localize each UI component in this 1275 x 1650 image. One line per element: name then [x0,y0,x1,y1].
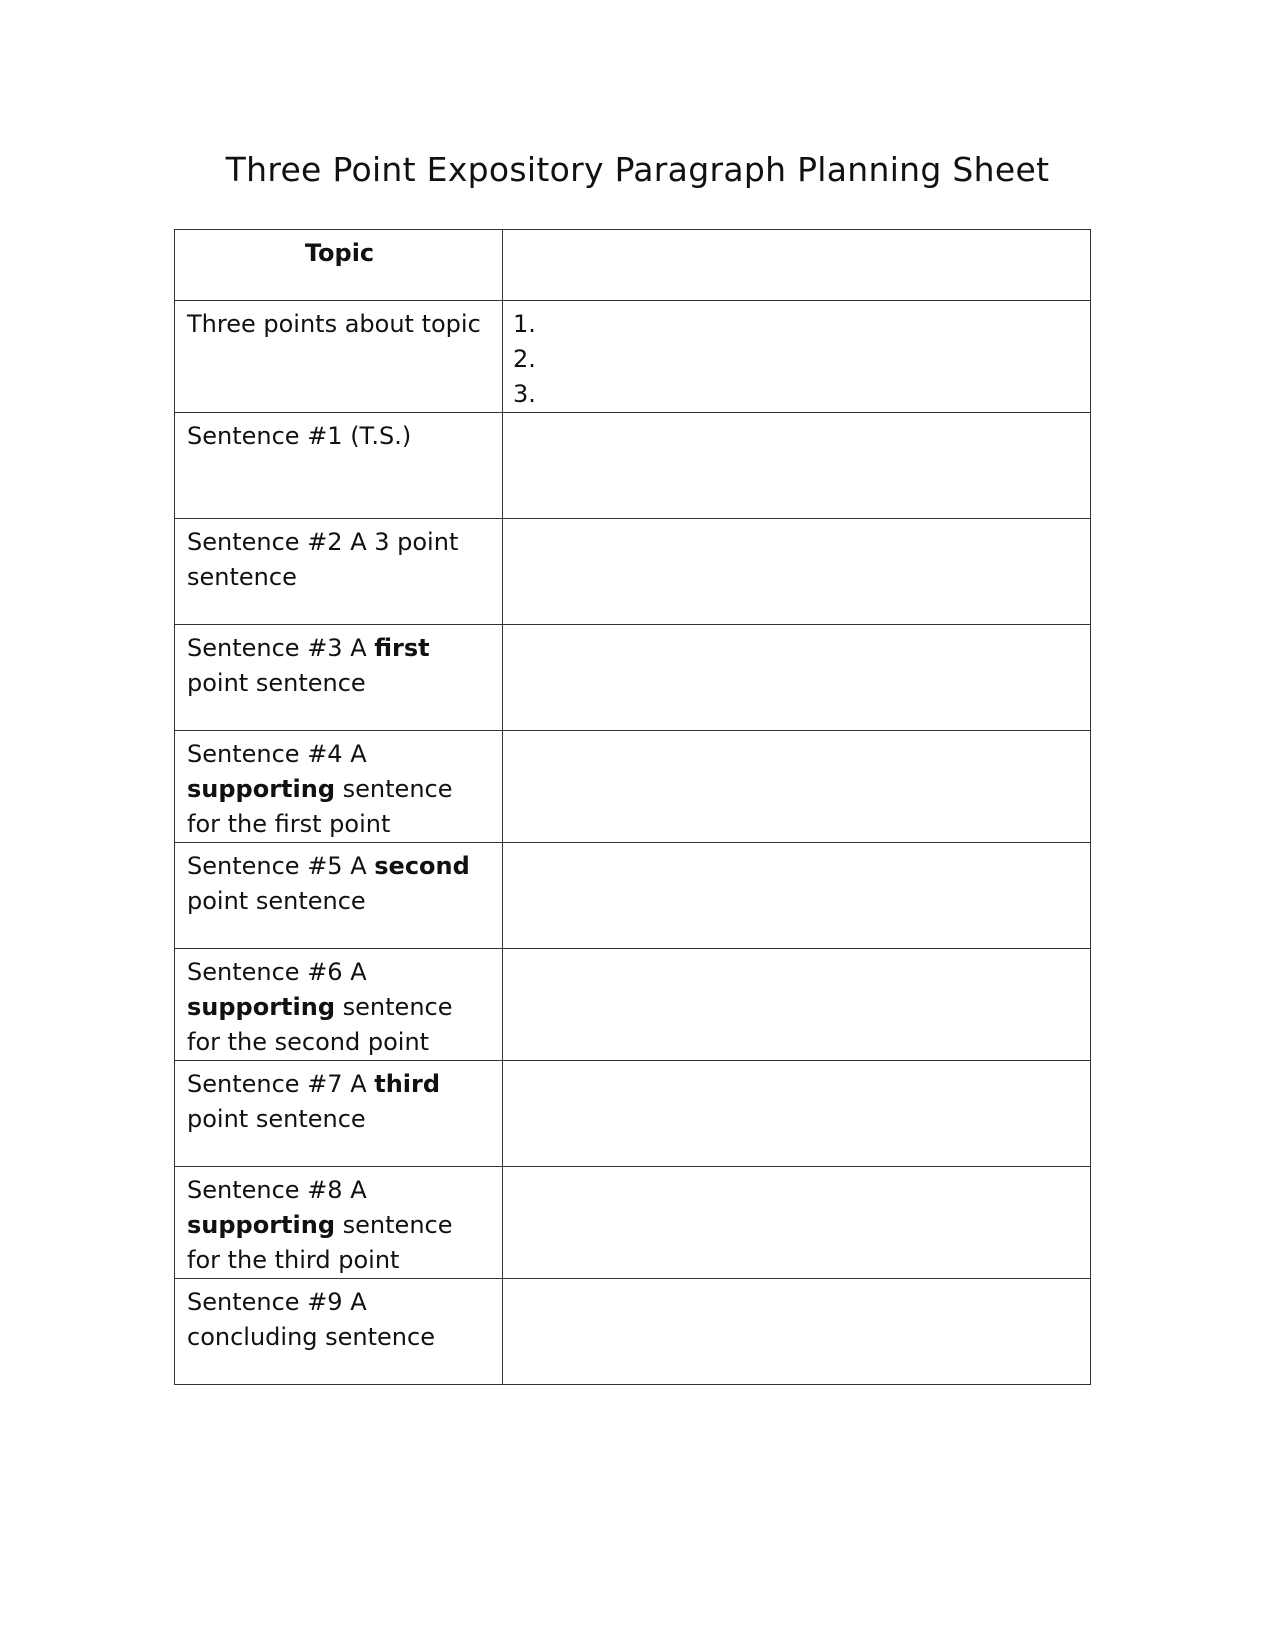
label-emphasis: second [374,852,470,880]
label-text: point sentence [187,1105,366,1133]
label-cell [175,1167,503,1279]
sentence-2-answer-cell[interactable] [503,519,1091,625]
label-text: point sentence [187,887,366,915]
label-text: point sentence [187,669,366,697]
table-row-sentence-2 [175,519,1091,625]
point-number-3: 3. [513,380,536,408]
sentence-2-label: Sentence #2 A 3 point sentence [187,528,459,591]
point-number-1: 1. [513,310,536,338]
table-row-sentence-9 [175,1279,1091,1385]
planning-table [174,229,1091,1385]
three-points-answer-cell[interactable] [503,301,1091,413]
label-text: Sentence #3 A [187,634,375,662]
label-text: Sentence #8 A [187,1176,367,1204]
table-row-topic [175,230,1091,301]
label-text: Sentence #6 A [187,958,367,986]
label-text: Sentence #4 A [187,740,367,768]
table-row-sentence-5 [175,843,1091,949]
sentence-8-label [175,1167,502,1278]
label-cell [175,301,503,413]
sentence-8-answer [503,1167,1090,1173]
label-cell [175,625,503,731]
table-row-sentence-6 [175,949,1091,1061]
label-emphasis: first [374,634,430,662]
table-row-three-points [175,301,1091,413]
table-row-sentence-7 [175,1061,1091,1167]
sentence-6-answer [503,949,1090,955]
sentence-4-label [175,731,502,842]
label-text: sentence for the third point [187,1211,453,1274]
label-cell [175,1061,503,1167]
label-cell [175,230,503,301]
point-number-2: 2. [513,345,536,373]
sentence-7-answer-cell[interactable] [503,1061,1091,1167]
label-cell [175,519,503,625]
sentence-9-label: Sentence #9 A concluding sentence [187,1288,435,1351]
label-emphasis: supporting [187,1211,336,1239]
topic-answer [503,230,1090,236]
label-emphasis: supporting [187,775,336,803]
sentence-2-answer [503,519,1090,525]
sentence-1-answer-cell[interactable] [503,413,1091,519]
sentence-3-answer [503,625,1090,631]
label-cell [175,731,503,843]
sentence-5-label [175,843,502,919]
sentence-4-answer [503,731,1090,737]
table-row-sentence-1 [175,413,1091,519]
numbered-list [503,301,1090,412]
label-text: Sentence #5 A [187,852,375,880]
sentence-8-answer-cell[interactable] [503,1167,1091,1279]
label-cell [175,843,503,949]
label-cell [175,413,503,519]
label-text: sentence for the first point [187,775,453,838]
sentence-7-label [175,1061,502,1137]
label-cell [175,1279,503,1385]
sentence-3-label [175,625,502,701]
label-text: sentence for the second point [187,993,453,1056]
table-row-sentence-3 [175,625,1091,731]
sentence-9-answer [503,1279,1090,1285]
sentence-3-answer-cell[interactable] [503,625,1091,731]
sentence-5-answer-cell[interactable] [503,843,1091,949]
label-emphasis: supporting [187,993,336,1021]
sentence-4-answer-cell[interactable] [503,731,1091,843]
table-row-sentence-8 [175,1167,1091,1279]
label-cell [175,949,503,1061]
sentence-6-label [175,949,502,1060]
topic-label: Topic [304,239,375,267]
three-points-label: Three points about topic [187,310,481,338]
page-title: Three Point Expository Paragraph Planning Sheet [225,150,1050,189]
sentence-6-answer-cell[interactable] [503,949,1091,1061]
label-emphasis: third [374,1070,441,1098]
sentence-1-answer [503,413,1090,419]
topic-answer-cell[interactable] [503,230,1091,301]
sentence-5-answer [503,843,1090,849]
label-text: Sentence #7 A [187,1070,375,1098]
table-row-sentence-4 [175,731,1091,843]
sentence-7-answer [503,1061,1090,1067]
sentence-1-label: Sentence #1 (T.S.) [187,422,412,450]
sentence-9-answer-cell[interactable] [503,1279,1091,1385]
